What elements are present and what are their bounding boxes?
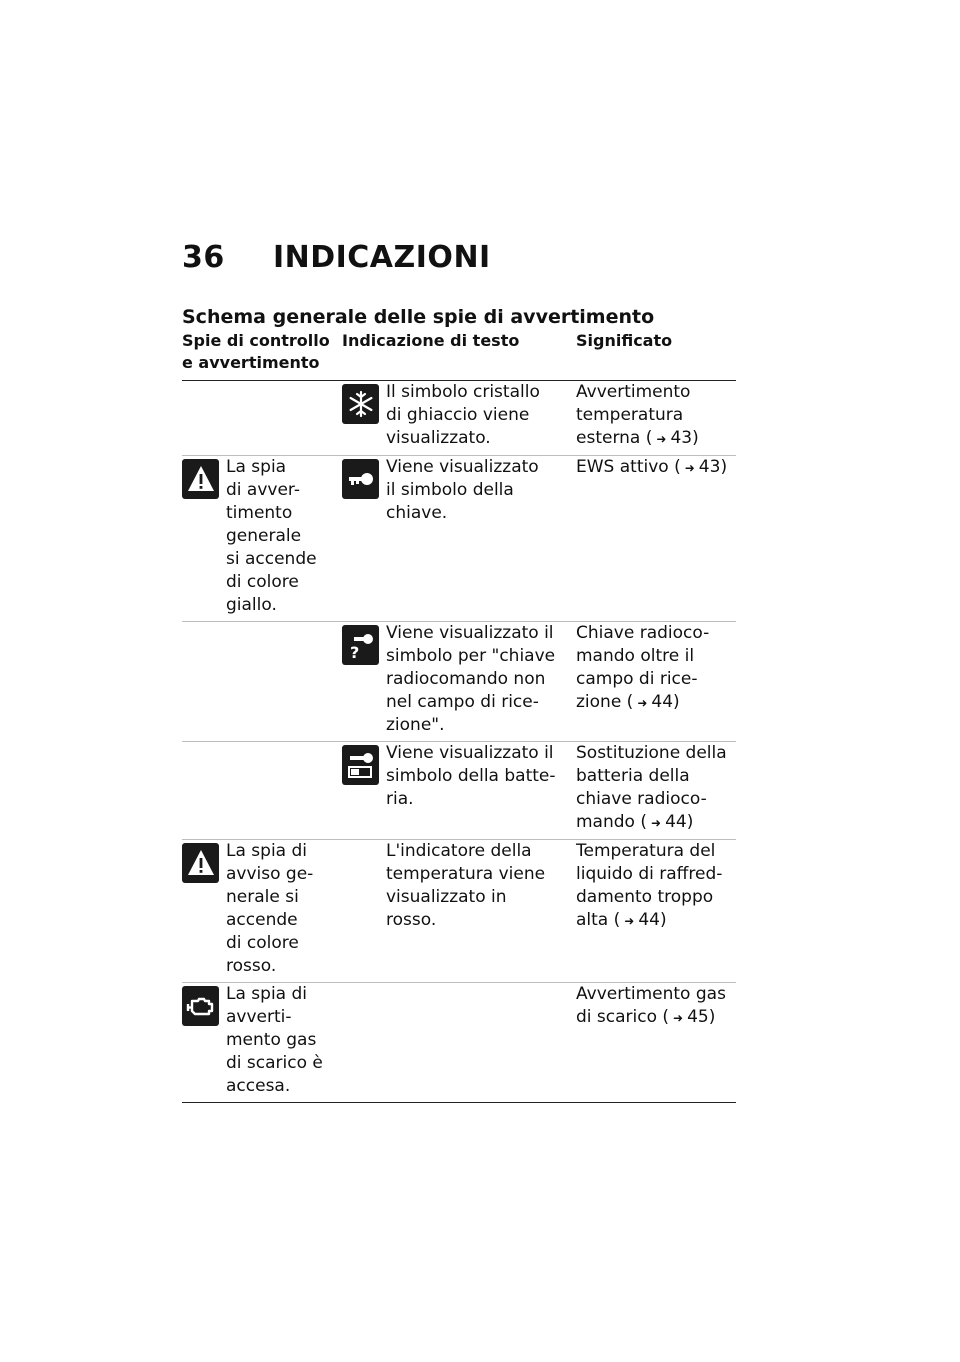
table-row bbox=[182, 381, 736, 456]
key-icon bbox=[342, 459, 379, 499]
page-reference-number: 43 bbox=[698, 457, 721, 477]
page-reference-number: 43 bbox=[670, 428, 693, 448]
arrow-right-icon: ➜ bbox=[624, 914, 635, 928]
meaning-text: EWS attivo bbox=[576, 457, 669, 477]
display-cell bbox=[342, 840, 576, 978]
arrow-right-icon: ➜ bbox=[637, 696, 648, 710]
lamp-description: La spia di avverti- mento gas di scarico è accesa. bbox=[226, 984, 323, 1096]
display-cell bbox=[342, 622, 576, 737]
meaning-cell bbox=[576, 456, 736, 617]
page-number: 36 bbox=[182, 240, 225, 275]
table-body bbox=[182, 381, 736, 1103]
page-reference[interactable]: ( ➜ 43) bbox=[669, 457, 727, 477]
lamp-cell bbox=[182, 840, 342, 978]
page-reference-number: 44 bbox=[665, 812, 687, 832]
arrow-right-icon: ➜ bbox=[656, 432, 667, 446]
arrow-right-icon: ➜ bbox=[684, 461, 695, 475]
page-reference[interactable]: ( ➜ 44) bbox=[608, 910, 666, 930]
lamp-cell bbox=[182, 381, 342, 451]
display-description: Il simbolo cristallo di ghiaccio viene visualizzato. bbox=[386, 382, 540, 448]
meaning-text: Temperatura del liquido di raffred- damento troppo alta bbox=[576, 841, 723, 930]
meaning-text: Avvertimento gas di scarico bbox=[576, 984, 726, 1027]
lamp-cell bbox=[182, 622, 342, 737]
page-reference-number: 44 bbox=[651, 692, 674, 712]
page-reference-number: 45 bbox=[687, 1007, 709, 1027]
table-row bbox=[182, 983, 736, 1103]
lamp-cell bbox=[182, 742, 342, 835]
column-header-display: Indicazione di testo bbox=[342, 331, 520, 350]
lamp-cell bbox=[182, 456, 342, 617]
table-row bbox=[182, 456, 736, 622]
display-cell bbox=[342, 983, 576, 1098]
section-title: Schema generale delle spie di avvertimento bbox=[182, 306, 655, 328]
display-cell bbox=[342, 381, 576, 451]
arrow-right-icon: ➜ bbox=[651, 816, 662, 830]
table-row bbox=[182, 742, 736, 840]
page-reference-number: 44 bbox=[638, 910, 660, 930]
lamp-description: La spia di avviso ge- nerale si accende di colore rosso. bbox=[226, 841, 314, 976]
snowflake-icon bbox=[342, 384, 379, 424]
meaning-cell bbox=[576, 742, 736, 835]
meaning-cell bbox=[576, 622, 736, 737]
page-header bbox=[182, 240, 491, 275]
meaning-text: Avvertimento temperatura esterna bbox=[576, 382, 691, 448]
warning-lights-table bbox=[182, 330, 736, 1103]
table-row bbox=[182, 840, 736, 983]
page-reference[interactable]: ( ➜ 43) bbox=[640, 428, 698, 448]
chapter-title: INDICAZIONI bbox=[272, 240, 491, 275]
engine-icon bbox=[182, 986, 219, 1026]
page-reference[interactable]: ( ➜ 44) bbox=[621, 692, 679, 712]
warning-triangle-icon bbox=[182, 843, 219, 883]
warning-triangle-icon bbox=[182, 459, 219, 499]
meaning-cell bbox=[576, 381, 736, 451]
display-description: Viene visualizzato il simbolo della batte- ria. bbox=[386, 743, 556, 809]
table-row bbox=[182, 622, 736, 742]
page-reference[interactable]: ( ➜ 44) bbox=[635, 812, 693, 832]
lamp-cell bbox=[182, 983, 342, 1098]
key-question-icon bbox=[342, 625, 379, 665]
meaning-cell bbox=[576, 983, 736, 1098]
page-reference[interactable]: ( ➜ 45) bbox=[657, 1007, 715, 1027]
display-description: L'indicatore della temperatura viene visualizzato in rosso. bbox=[386, 841, 546, 930]
key-battery-icon bbox=[342, 745, 379, 785]
svg-text:?: ? bbox=[349, 643, 359, 660]
display-cell bbox=[342, 742, 576, 835]
meaning-text: Chiave radioco- mando oltre il campo di rice- zione bbox=[576, 623, 710, 712]
display-cell bbox=[342, 456, 576, 617]
column-header-lamps: Spie di controllo e avvertimento bbox=[182, 331, 330, 372]
meaning-cell bbox=[576, 840, 736, 978]
arrow-right-icon: ➜ bbox=[673, 1011, 684, 1025]
display-description: Viene visualizzato il simbolo per "chiave radiocomando non nel campo di rice- zione". bbox=[386, 623, 556, 735]
meaning-text: Sostituzione della batteria della chiave radioco- mando bbox=[576, 743, 727, 832]
table-header bbox=[182, 330, 736, 381]
column-header-meaning: Significato bbox=[576, 331, 673, 350]
lamp-description: La spia di avver- timento generale si accende di colore giallo. bbox=[226, 457, 317, 615]
display-description: Viene visualizzato il simbolo della chiave. bbox=[386, 457, 539, 523]
